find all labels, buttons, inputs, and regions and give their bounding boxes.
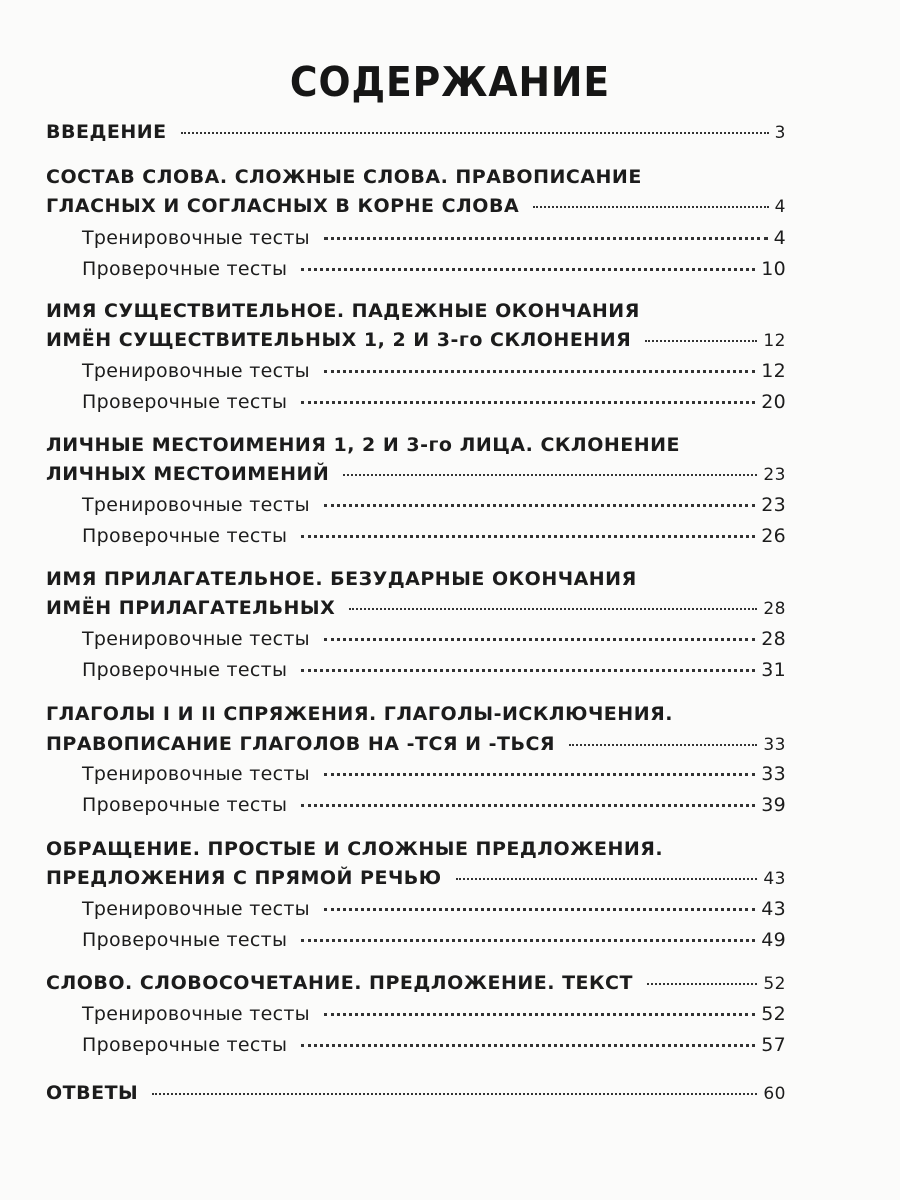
- dot-leader: [324, 370, 755, 373]
- dot-leader: [645, 340, 757, 342]
- toc-entry-label: Тренировочные тесты: [82, 1003, 310, 1025]
- toc-section-1: [46, 195, 786, 217]
- toc-subentry-check: [82, 659, 786, 681]
- toc-page-number: 28: [763, 599, 786, 619]
- toc-section-4: [46, 597, 786, 619]
- toc-subentry-training: [82, 227, 786, 249]
- dot-leader: [301, 535, 755, 538]
- toc-subentry-training: [82, 1003, 786, 1025]
- toc-page-number: 4: [773, 227, 786, 249]
- toc-subentry-training: [82, 494, 786, 516]
- toc-page-number: 52: [761, 1003, 786, 1025]
- toc-subentry-training: [82, 360, 786, 382]
- toc-entry-label: ЛИЧНЫХ МЕСТОИМЕНИЙ: [46, 463, 330, 485]
- toc-entry-label: ВВЕДЕНИЕ: [46, 121, 167, 143]
- dot-leader: [152, 1093, 757, 1095]
- dot-leader: [301, 1044, 755, 1047]
- toc-page-number: 10: [761, 258, 786, 280]
- dot-leader: [343, 474, 757, 476]
- toc-entry-label: Проверочные тесты: [82, 929, 288, 951]
- toc-section-2-heading: ИМЯ СУЩЕСТВИТЕЛЬНОЕ. ПАДЕЖНЫЕ ОКОНЧАНИЯ: [46, 300, 640, 322]
- dot-leader: [301, 669, 755, 672]
- dot-leader: [181, 132, 769, 134]
- toc-page-number: 23: [761, 494, 786, 516]
- dot-leader: [324, 504, 755, 507]
- toc-entry-intro: [46, 121, 786, 143]
- dot-leader: [301, 268, 755, 271]
- toc-page-number: 20: [761, 391, 786, 413]
- toc-section-7: [46, 972, 786, 994]
- dot-leader: [301, 939, 755, 942]
- dot-leader: [324, 237, 768, 240]
- toc-page-number: 49: [761, 929, 786, 951]
- dot-leader: [533, 206, 769, 208]
- dot-leader: [324, 773, 755, 776]
- toc-subentry-check: [82, 258, 786, 280]
- toc-section-6-heading: ОБРАЩЕНИЕ. ПРОСТЫЕ И СЛОЖНЫЕ ПРЕДЛОЖЕНИЯ.: [46, 838, 664, 860]
- toc-page-number: 43: [763, 869, 786, 889]
- toc-entry-answers: [46, 1082, 786, 1104]
- toc-section-6: [46, 867, 786, 889]
- toc-page-number: 39: [761, 794, 786, 816]
- toc-section-3-heading: ЛИЧНЫЕ МЕСТОИМЕНИЯ 1, 2 И 3-го ЛИЦА. СКЛОНЕНИЕ: [46, 434, 681, 456]
- toc-entry-label: Проверочные тесты: [82, 525, 288, 547]
- toc-subentry-check: [82, 1034, 786, 1056]
- toc-subentry-check: [82, 391, 786, 413]
- dot-leader: [301, 804, 755, 807]
- toc-entry-label: Тренировочные тесты: [82, 360, 310, 382]
- toc-page-number: 60: [763, 1084, 786, 1104]
- toc-subentry-training: [82, 898, 786, 920]
- toc-section-2: [46, 329, 786, 351]
- toc-section-5-heading: ГЛАГОЛЫ I И II СПРЯЖЕНИЯ. ГЛАГОЛЫ-ИСКЛЮЧЕНИЯ.: [46, 703, 673, 725]
- toc-page-number: 26: [761, 525, 786, 547]
- toc-page-number: 43: [761, 898, 786, 920]
- toc-section-4-heading: ИМЯ ПРИЛАГАТЕЛЬНОЕ. БЕЗУДАРНЫЕ ОКОНЧАНИЯ: [46, 568, 637, 590]
- toc-entry-label: Тренировочные тесты: [82, 227, 310, 249]
- toc-page-number: 4: [774, 197, 786, 217]
- toc-entry-label: Проверочные тесты: [82, 1034, 288, 1056]
- toc-page-number: 52: [763, 974, 786, 994]
- toc-entry-label: ПРЕДЛОЖЕНИЯ С ПРЯМОЙ РЕЧЬЮ: [46, 867, 442, 889]
- dot-leader: [647, 983, 757, 985]
- dot-leader: [456, 878, 758, 880]
- toc-subentry-training: [82, 763, 786, 785]
- toc-page-number: 23: [763, 465, 786, 485]
- toc-section-1-heading: СОСТАВ СЛОВА. СЛОЖНЫЕ СЛОВА. ПРАВОПИСАНИЕ: [46, 166, 642, 188]
- toc-section-5: [46, 733, 786, 755]
- toc-page-number: 31: [761, 659, 786, 681]
- dot-leader: [324, 1013, 755, 1016]
- page-title: СОДЕРЖАНИЕ: [289, 58, 611, 106]
- toc-entry-label: ИМЁН ПРИЛАГАТЕЛЬНЫХ: [46, 597, 336, 619]
- toc-subentry-check: [82, 929, 786, 951]
- toc-entry-label: Проверочные тесты: [82, 794, 288, 816]
- toc-page-number: 33: [763, 735, 786, 755]
- toc-page-number: 12: [763, 331, 786, 351]
- dot-leader: [324, 908, 755, 911]
- toc-page-number: 57: [761, 1034, 786, 1056]
- dot-leader: [301, 401, 755, 404]
- toc-subentry-training: [82, 628, 786, 650]
- toc-entry-label: ИМЁН СУЩЕСТВИТЕЛЬНЫХ 1, 2 И 3-го СКЛОНЕНИЯ: [46, 329, 632, 351]
- toc-entry-label: Тренировочные тесты: [82, 494, 310, 516]
- toc-page-number: 12: [761, 360, 786, 382]
- dot-leader: [349, 608, 757, 610]
- toc-subentry-check: [82, 794, 786, 816]
- toc-entry-label: Проверочные тесты: [82, 659, 288, 681]
- toc-entry-label: СЛОВО. СЛОВОСОЧЕТАНИЕ. ПРЕДЛОЖЕНИЕ. ТЕКСТ: [46, 972, 633, 994]
- dot-leader: [569, 744, 757, 746]
- toc-entry-label: Тренировочные тесты: [82, 898, 310, 920]
- toc-subentry-check: [82, 525, 786, 547]
- toc-entry-label: Проверочные тесты: [82, 258, 288, 280]
- toc-page-number: 28: [761, 628, 786, 650]
- toc-entry-label: Тренировочные тесты: [82, 763, 310, 785]
- toc-entry-label: ОТВЕТЫ: [46, 1082, 139, 1104]
- toc-entry-label: Проверочные тесты: [82, 391, 288, 413]
- toc-entry-label: ПРАВОПИСАНИЕ ГЛАГОЛОВ НА -ТСЯ И -ТЬСЯ: [46, 733, 556, 755]
- toc-entry-label: ГЛАСНЫХ И СОГЛАСНЫХ В КОРНЕ СЛОВА: [46, 195, 520, 217]
- toc-page-number: 33: [761, 763, 786, 785]
- dot-leader: [324, 638, 755, 641]
- toc-page-number: 3: [774, 123, 786, 143]
- toc-entry-label: Тренировочные тесты: [82, 628, 310, 650]
- toc-section-3: [46, 463, 786, 485]
